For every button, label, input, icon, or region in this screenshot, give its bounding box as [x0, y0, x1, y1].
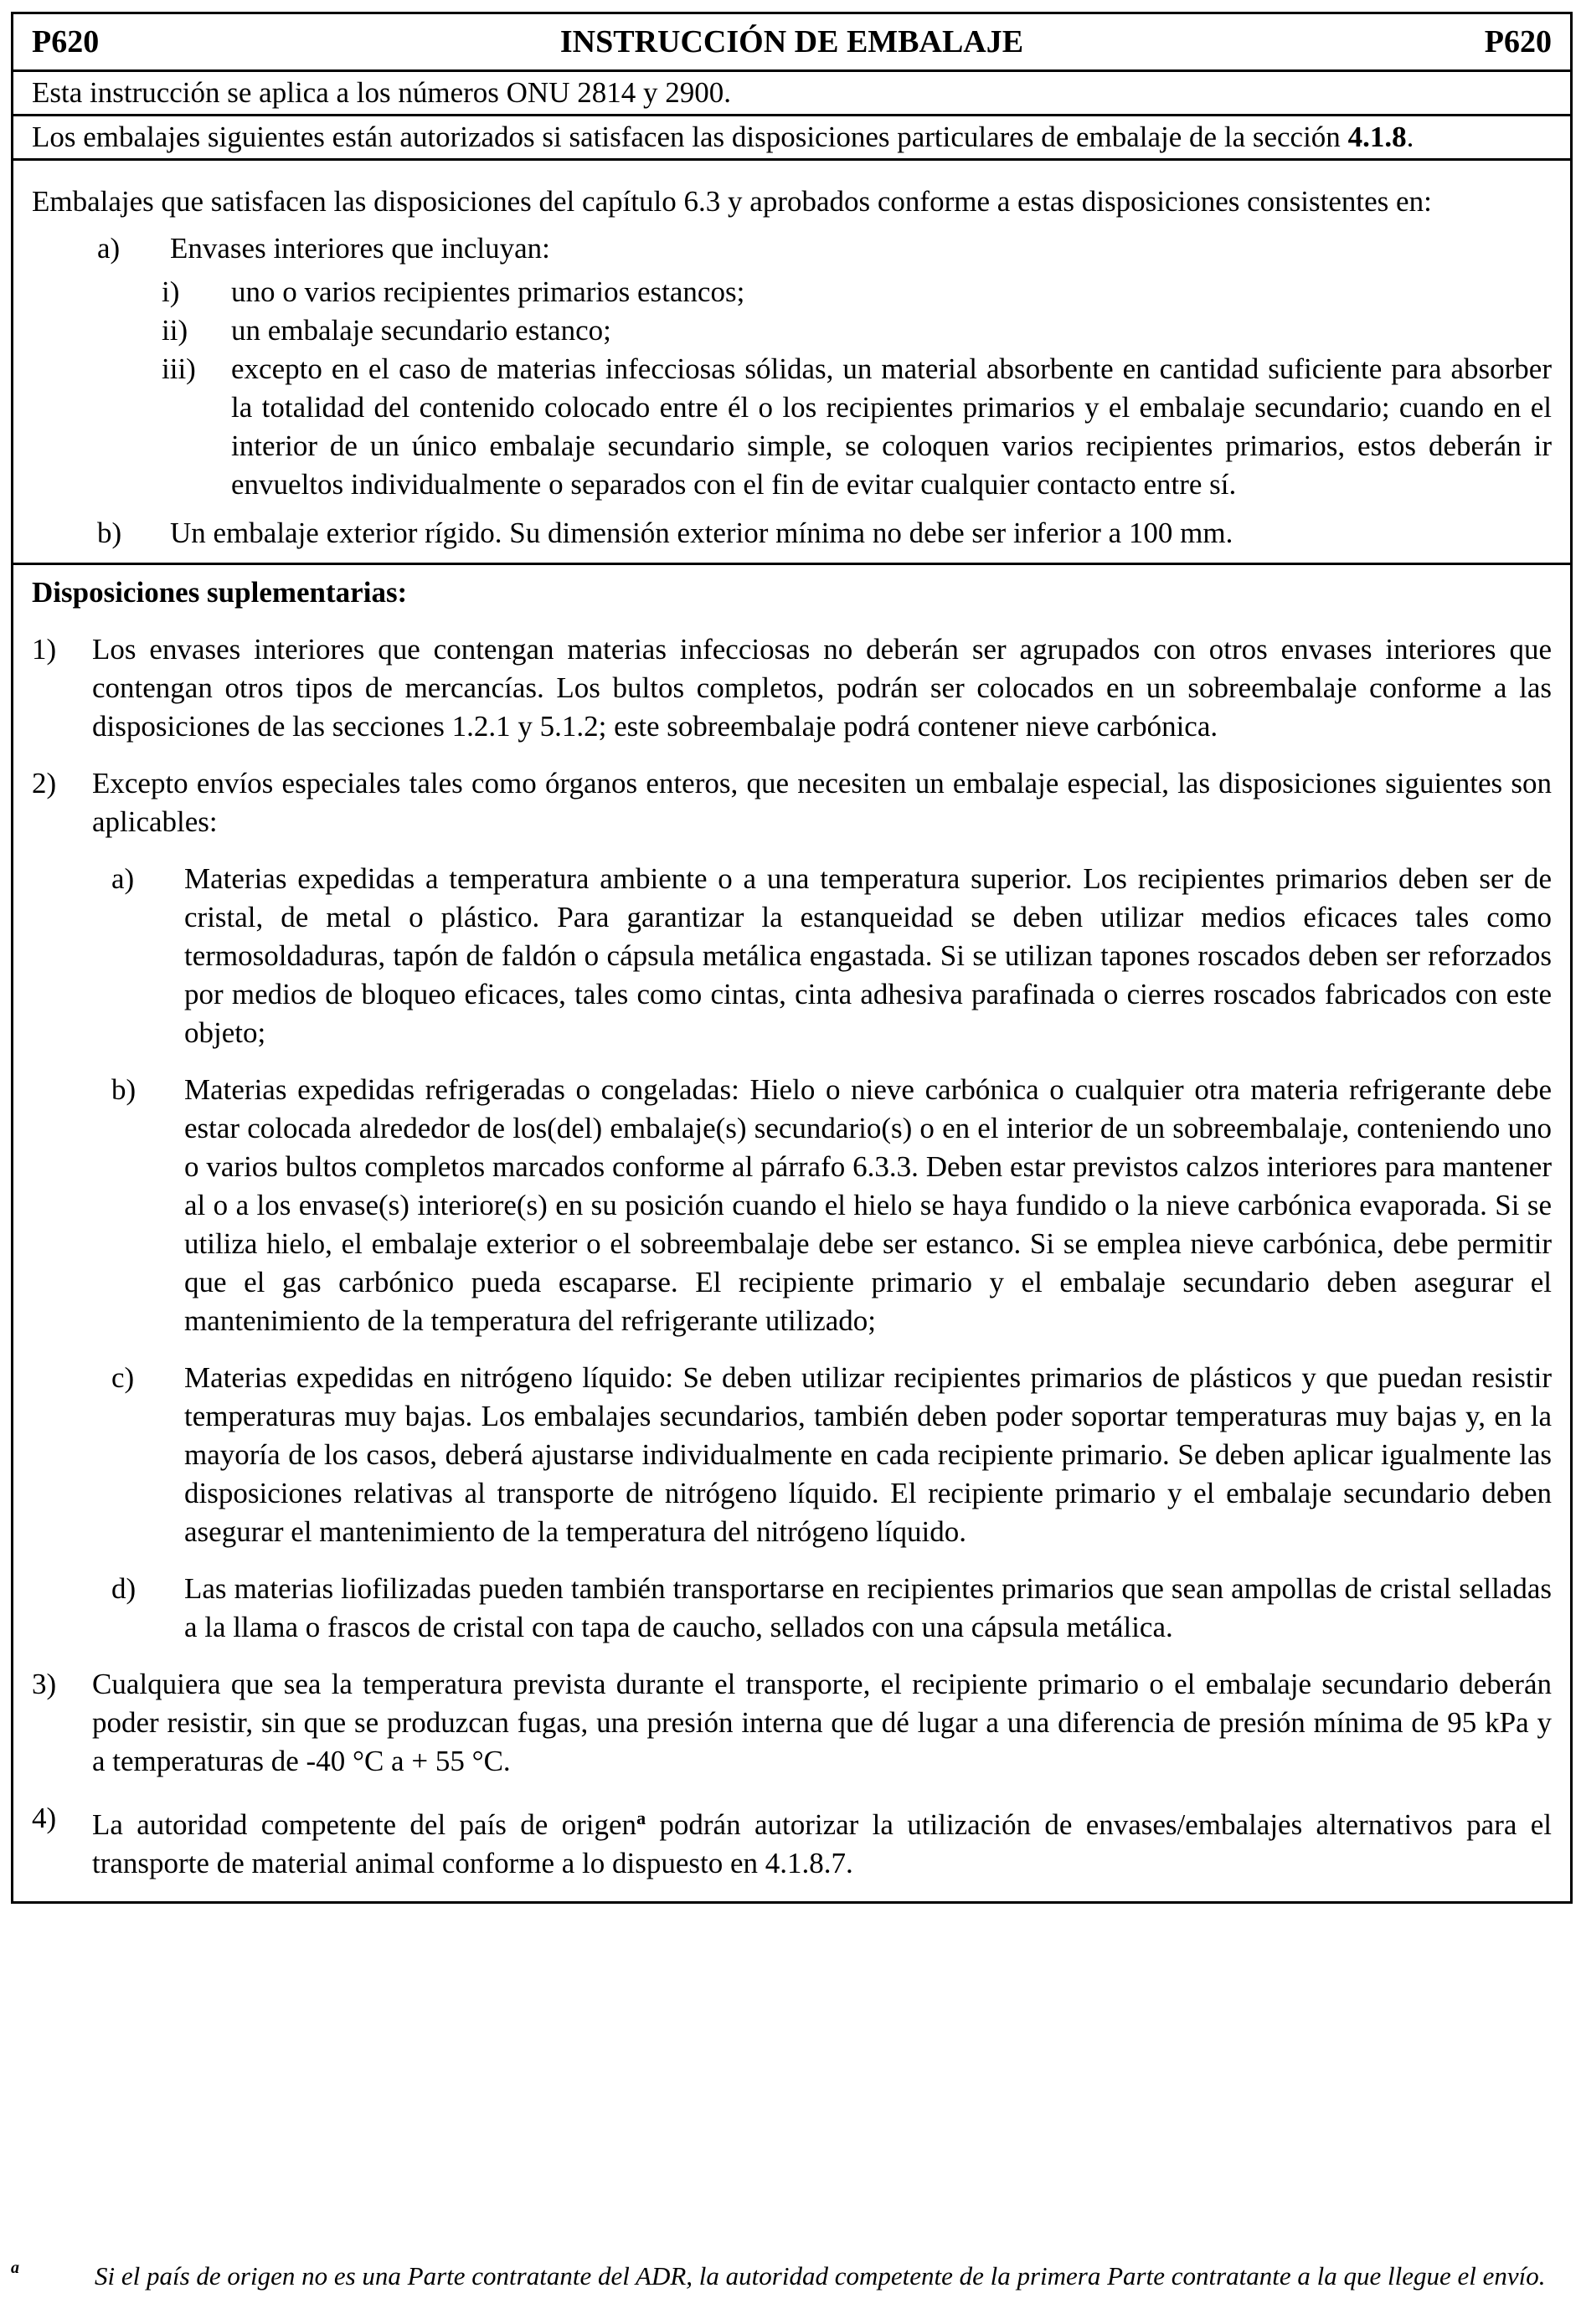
- inner-list: [32, 273, 1552, 504]
- applies-text: Esta instrucción se aplica a los números ONU 2814 y 2900.: [32, 76, 731, 109]
- packing-instruction-table: [11, 12, 1573, 1904]
- list-item: i) uno o varios recipientes primarios estancos;: [162, 275, 745, 308]
- packaging-intro: Embalajes que satisfacen las disposiciones del capítulo 6.3 y aprobados conforme a estas disposiciones consistentes en:: [32, 185, 1432, 218]
- list-item: a) Materias expedidas a temperatura ambiente o a una temperatura superior. Los recipientes primarios deben ser de cristal, de metal o plástico. Para garantizar la estanqueidad se deben utilizar medios eficaces tales como termosoldaduras, tapón de faldón o cápsula metálica engastada. Si se utilizan tapones roscados deben ser reforzados por medios de bloqueo eficaces, tales como cintas, cinta adhesiva parafinada o cierres roscados fabricados con este objeto;: [111, 862, 1552, 1049]
- list-item: c) Materias expedidas en nitrógeno líquido: Se deben utilizar recipientes primarios de plásticos y que puedan resistir temperaturas muy bajas. Los embalajes secundarios, también deben poder soportar temperaturas muy bajas y, en la mayoría de los casos, deberá ajustarse individualmente en cada recipiente primario. Se deben aplicar igualmente las disposiciones relativas al transporte de nitrógeno líquido. El recipiente primario y el embalaje secundario deben asegurar el mantenimiento de la temperatura del nitrógeno líquido.: [111, 1361, 1552, 1548]
- footnote-ref[interactable]: a: [636, 1807, 646, 1828]
- list-item: b) Materias expedidas refrigeradas o congeladas: Hielo o nieve carbónica o cualquier otra materia refrigerante debe estar colocada alrededor de los(del) embalaje(s) secundario(s) o en el interior de un sobreembalaje, conteniendo uno o varios bultos completos marcados conforme al párrafo 6.3.3. Deben estar previstos calzos interiores para mantener al o a los envase(s) interiore(s) en su posición cuando el hielo se haya fundido o la nieve carbónica evaporada. Si se utiliza hielo, el embalaje exterior o el sobreembalaje debe ser estanco. Si se emplea nieve carbónica, debe permitir que el gas carbónico pueda escaparse. El recipiente primario y el embalaje secundario deben asegurar el mantenimiento de la temperatura del refrigerante utilizado;: [111, 1073, 1552, 1337]
- supplementary-section: [13, 565, 1570, 1904]
- authorized-row: [13, 116, 1570, 161]
- list-item: 4) La autoridad competente del país de origen$^a$ podrán autorizar la utilización de envases/embalajes alternativos para el transporte de material animal conforme a lo dispuesto en 4.1.8.7.: [32, 1802, 1552, 1879]
- code-left: P620: [32, 24, 100, 59]
- code-right: P620: [1484, 24, 1552, 59]
- list-item: iii) excepto en el caso de materias infecciosas sólidas, un material absorbente en cantidad suficiente para absorber la totalidad del contenido colocado entre él o los recipientes primarios y el embalaje secundario; cuando en el interior de un único embalaje secundario simple, se coloquen varios recipientes primarios, estos deberán ir envueltos individualmente o separados con el fin de evitar cualquier contacto entre sí.: [162, 352, 1552, 501]
- supplementary-title: Disposiciones suplementarias:: [32, 576, 408, 609]
- list-item: 2) Excepto envíos especiales tales como órganos enteros, que necesiten un embalaje especial, las disposiciones siguientes son aplicables:: [32, 767, 1552, 838]
- packaging-section: [13, 161, 1570, 565]
- list-item: d) Las materias liofilizadas pueden también transportarse en recipientes primarios que sean ampollas de cristal selladas a la llama o frascos de cristal con tapa de caucho, sellados con una cápsula metálica.: [111, 1572, 1552, 1643]
- table-header: [13, 14, 1570, 72]
- authorized-text: Los embalajes siguientes están autorizados si satisfacen las disposiciones particulares de embalaje de la sección 4.1.8.: [32, 121, 1414, 153]
- page-title: INSTRUCCIÓN DE EMBALAJE: [559, 24, 1024, 59]
- applies-row: [13, 72, 1570, 116]
- footnote-text: Si el país de origen no es una Parte contratante del ADR, la autoridad competente de la primera Parte contratante a la que llegue el envío.: [95, 2261, 1546, 2291]
- table-border: [11, 12, 1573, 1904]
- list-item: 1) Los envases interiores que contengan materias infecciosas no deberán ser agrupados con otros envases interiores que contengan otros tipos de mercancías. Los bultos completos, podrán ser colocados en un sobreembalaje conforme a las disposiciones de las secciones 1.2.1 y 5.1.2; este sobreembalaje podrá contener nieve carbónica.: [32, 633, 1552, 743]
- list-item: a) Envases interiores que incluyan:: [97, 232, 550, 265]
- list-item: ii) un embalaje secundario estanco;: [162, 314, 611, 347]
- section-ref: 4.1.8: [1347, 121, 1407, 153]
- footnote-mark: a: [11, 2259, 19, 2277]
- list-item: b) Un embalaje exterior rígido. Su dimensión exterior mínima no debe ser inferior a 100 mm.: [97, 517, 1233, 549]
- footnote: [11, 2250, 1556, 2294]
- list-item: 3) Cualquiera que sea la temperatura prevista durante el transporte, el recipiente primario o el embalaje secundario deberán poder resistir, sin que se produzcan fugas, una presión interna que dé lugar a una diferencia de presión mínima de 95 kPa y a temperaturas de -40 °C a + 55 °C.: [32, 1668, 1552, 1777]
